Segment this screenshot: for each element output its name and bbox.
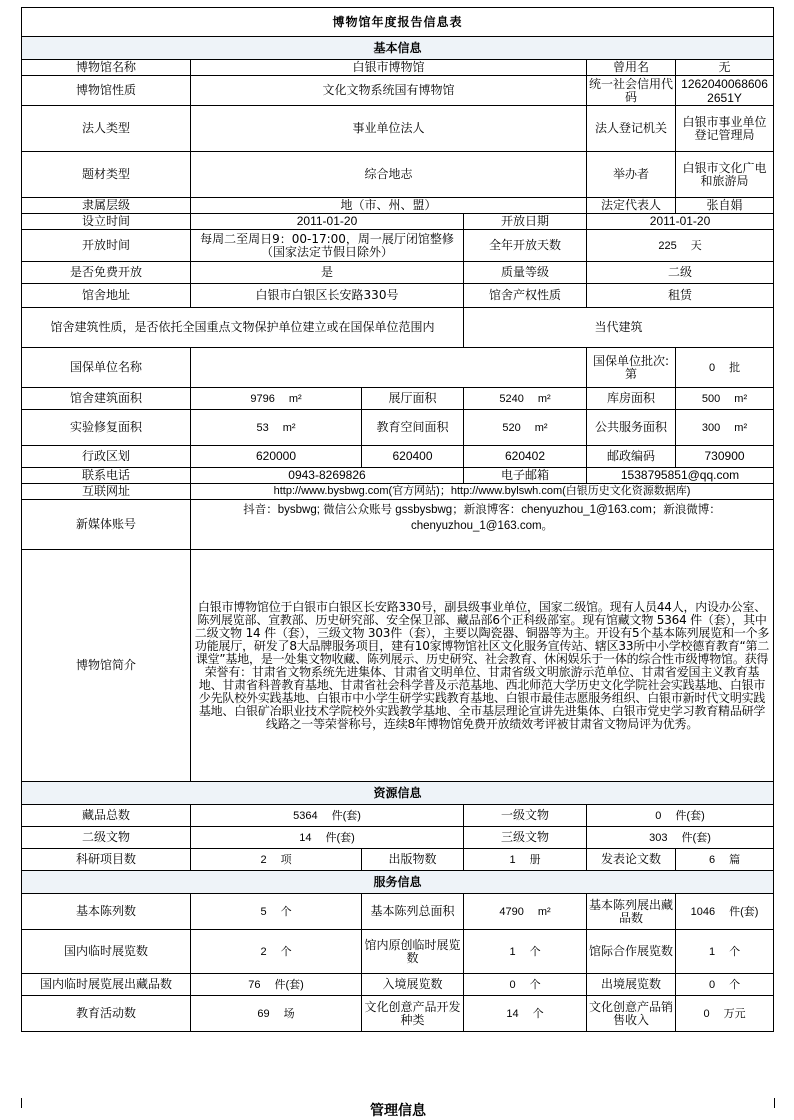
piece-unit: 件(套)	[675, 809, 705, 822]
section-management: 管理信息	[370, 1103, 426, 1119]
papers-label: 发表论文数	[587, 849, 676, 871]
coop-label: 馆际合作展览数	[587, 930, 676, 974]
name-label: 博物馆名称	[22, 60, 191, 76]
basic-items-label: 基本陈列展出藏品数	[587, 894, 676, 930]
batch-value: 0	[708, 361, 716, 374]
intro-label: 博物馆简介	[22, 550, 191, 782]
open-date-label: 开放日期	[464, 214, 587, 230]
legal-type: 事业单位法人	[191, 106, 587, 152]
founded-date: 2011-01-20	[191, 214, 464, 230]
coop-count: 1	[708, 945, 716, 958]
media-label: 新媒体账号	[22, 500, 191, 550]
pubs-unit: 册	[529, 853, 541, 866]
ge-unit: 个	[280, 905, 292, 918]
quality-grade: 二级	[587, 262, 774, 284]
basic-ex-area: 4790	[499, 905, 524, 918]
open-days: 225	[658, 239, 677, 252]
free-label: 是否免费开放	[22, 262, 191, 284]
edu-area: 520	[502, 421, 521, 434]
sponsor: 白银市文化广电和旅游局	[676, 152, 774, 198]
open-date: 2011-01-20	[587, 214, 774, 230]
region-city: 620400	[362, 446, 464, 468]
cc-types-count: 14	[506, 1007, 519, 1020]
legal-reg-label: 法人登记机关	[587, 106, 676, 152]
piece-unit: 件(套)	[325, 831, 355, 844]
ge-unit: 个	[280, 945, 292, 958]
post-label: 邮政编码	[587, 446, 676, 468]
grade3-label: 三级文物	[464, 827, 587, 849]
pubs-count: 1	[509, 853, 516, 866]
activities-count: 69	[257, 1007, 270, 1020]
pubs-label: 出版物数	[362, 849, 464, 871]
phone: 0943-8269826	[191, 468, 464, 484]
ge-unit: 个	[729, 945, 741, 958]
property-label: 馆舍产权性质	[464, 284, 587, 308]
section-basic: 基本信息	[22, 37, 774, 60]
guobao-name	[191, 348, 587, 388]
legal-type-label: 法人类型	[22, 106, 191, 152]
collection-total: 5364	[293, 809, 318, 822]
level: 地（市、州、盟）	[191, 198, 587, 214]
nature-label: 博物馆性质	[22, 76, 191, 106]
cc-sales-label: 文化创意产品销售收入	[587, 996, 676, 1032]
basic-items-count: 1046	[690, 905, 716, 918]
unit-m2: m²	[534, 421, 548, 434]
projects-label: 科研项目数	[22, 849, 191, 871]
projects-unit: 项	[280, 853, 292, 866]
piece-unit: 件(套)	[681, 831, 711, 844]
inbound-count: 0	[509, 978, 516, 991]
building-area: 9796	[250, 392, 275, 405]
address-label: 馆舍地址	[22, 284, 191, 308]
temp-items-count: 76	[248, 978, 261, 991]
storage-area: 500	[701, 392, 721, 405]
days-unit: 天	[690, 239, 702, 252]
inbound-label: 入境展览数	[362, 974, 464, 996]
batch-unit: 批	[729, 361, 741, 374]
building-nature: 当代建筑	[464, 308, 774, 348]
unit-m2: m²	[282, 421, 296, 434]
web-label: 互联网址	[22, 484, 191, 500]
hall-area: 5240	[499, 392, 524, 405]
papers-count: 6	[708, 853, 716, 866]
region-label: 行政区划	[22, 446, 191, 468]
section-resource: 资源信息	[22, 782, 774, 805]
museum-nature: 文化文物系统国有博物馆	[191, 76, 587, 106]
unit-m2: m²	[734, 421, 748, 434]
temp-count: 2	[260, 945, 267, 958]
public-label: 公共服务面积	[587, 410, 676, 446]
museum-intro: 白银市博物馆位于白银市白银区长安路330号，副县级事业单位，国家二级馆。现有人员44人，内设办公室、陈列展览部、宣教部、历史研究部、安全保卫部、藏品部6个正科级部室。现有馆藏文物 5364 件（套），其中二级文物 14 件（套），三级文物 303件（套），主要以陶瓷器、铜器等为主。开设有5个基本陈列展览和一个多功能展厅，研发了8大品牌服务项目，建有10家博物馆社区文化服务宣传站、辖区33所中小学校德育教育“第二课堂”基地，是一处集文物收藏、陈列展示、历史研究、社会教育、休闲娱乐于一体的综合性市级博物馆。获得荣誉有：甘肃省文物系统先进集体、甘肃省文明单位、甘肃省级文明旅游示范单位、甘肃省爱国主义教育基地、甘肃省科普教育基地、甘肃省社会科学普及示范基地、西北师范大学历史文化学院社会实践基地、白银市少先队校外实践基地、白银市中小学生研学实践教育基地、白银市最佳志愿服务组织、白银市新时代文明实践基地、白银矿冶职业技术学院校外实践教学基地、全市基层理论宣讲先进集体、白银市党史学习教育精品研学线路之一等荣誉称号，连续8年博物馆免费开放绩效考评被甘肃省文物局评为优秀。	[191, 550, 774, 782]
ge-unit: 个	[532, 1007, 544, 1020]
post-code: 730900	[676, 446, 774, 468]
legal-reg: 白银市事业单位登记管理局	[676, 106, 774, 152]
piece-unit: 件(套)	[729, 905, 759, 918]
outbound-count: 0	[708, 978, 716, 991]
days-label: 全年开放天数	[464, 230, 587, 262]
address: 白银市白银区长安路330号	[191, 284, 464, 308]
unit-m2: m²	[537, 905, 551, 918]
piece-unit: 件(套)	[331, 809, 361, 822]
property: 租赁	[587, 284, 774, 308]
level-label: 隶属层级	[22, 198, 191, 214]
founded-label: 设立时间	[22, 214, 191, 230]
rep-label: 法定代表人	[587, 198, 676, 214]
cc-types-label: 文化创意产品开发种类	[362, 996, 464, 1032]
unit-m2: m²	[734, 392, 748, 405]
storage-label: 库房面积	[587, 388, 676, 410]
phone-label: 联系电话	[22, 468, 191, 484]
grade1-label: 一级文物	[464, 805, 587, 827]
basic-ex-count: 5	[260, 905, 267, 918]
grade1-count: 0	[655, 809, 662, 822]
building-question: 馆舍建筑性质，是否依托全国重点文物保护单位建立或在国保单位范围内	[22, 308, 464, 348]
activities-label: 教育活动数	[22, 996, 191, 1032]
website[interactable]: http://www.bysbwg.com(官方网站)；http://www.bylswh.com(白银历史文化资源数据库)	[191, 484, 774, 500]
lab-label: 实验修复面积	[22, 410, 191, 446]
region-province: 620000	[191, 446, 362, 468]
outbound-label: 出境展览数	[587, 974, 676, 996]
region-district: 620402	[464, 446, 587, 468]
projects-count: 2	[260, 853, 267, 866]
section-management-cut	[21, 1098, 775, 1119]
grade2-count: 14	[299, 831, 312, 844]
quality-label: 质量等级	[464, 262, 587, 284]
batch-label: 国保单位批次:第	[587, 348, 676, 388]
opening-hours: 每周二至周日9：00-17:00，周一展厅闭馆整修（国家法定节假日除外）	[191, 230, 464, 262]
grade3-count: 303	[649, 831, 668, 844]
section-service: 服务信息	[22, 871, 774, 894]
legal-rep: 张自娟	[676, 198, 774, 214]
credit-code-label: 统一社会信用代码	[587, 76, 676, 106]
hall-label: 展厅面积	[362, 388, 464, 410]
theme-type: 综合地志	[191, 152, 587, 198]
unit-m2: m²	[537, 392, 551, 405]
orig-label: 馆内原创临时展览数	[362, 930, 464, 974]
cc-sales-unit: 万元	[723, 1007, 746, 1020]
area-label: 馆舍建筑面积	[22, 388, 191, 410]
temp-items-label: 国内临时展览展出藏品数	[22, 974, 191, 996]
basic-area-label: 基本陈列总面积	[362, 894, 464, 930]
grade2-label: 二级文物	[22, 827, 191, 849]
cc-sales-value: 0	[703, 1007, 710, 1020]
guobao-label: 国保单位名称	[22, 348, 191, 388]
piece-unit: 件(套)	[274, 978, 304, 991]
former-name: 无	[676, 60, 774, 76]
public-area: 300	[701, 421, 721, 434]
unit-m2: m²	[288, 392, 302, 405]
former-name-label: 曾用名	[587, 60, 676, 76]
lab-area: 53	[256, 421, 269, 434]
email-label: 电子邮箱	[464, 468, 587, 484]
sponsor-label: 举办者	[587, 152, 676, 198]
activities-unit: 场	[283, 1007, 295, 1020]
report-table	[21, 7, 774, 1032]
free-open: 是	[191, 262, 464, 284]
museum-name: 白银市博物馆	[191, 60, 587, 76]
page-title: 博物馆年度报告信息表	[22, 8, 774, 37]
edu-label: 教育空间面积	[362, 410, 464, 446]
temp-label: 国内临时展览数	[22, 930, 191, 974]
media-accounts: 抖音：bysbwg; 微信公众账号 gssbysbwg；新浪博客：chenyuzhou_1@163.com；新浪微博：chenyuzhou_1@163.com。	[191, 500, 774, 550]
ge-unit: 个	[729, 978, 741, 991]
total-label: 藏品总数	[22, 805, 191, 827]
ge-unit: 个	[529, 945, 541, 958]
orig-count: 1	[509, 945, 516, 958]
theme-label: 题材类型	[22, 152, 191, 198]
email: 1538795851@qq.com	[587, 468, 774, 484]
papers-unit: 篇	[729, 853, 741, 866]
basic-ex-label: 基本陈列数	[22, 894, 191, 930]
credit-code: 12620400686062651Y	[676, 76, 774, 106]
ge-unit: 个	[529, 978, 541, 991]
hours-label: 开放时间	[22, 230, 191, 262]
